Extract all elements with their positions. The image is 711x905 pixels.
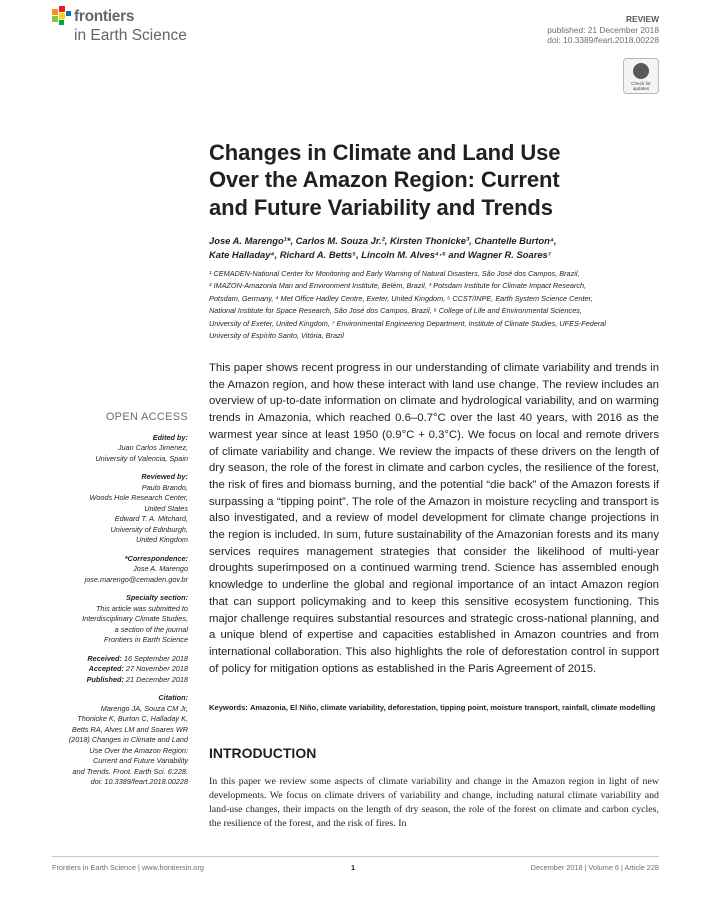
reviewer-line: United States: [144, 503, 188, 513]
keywords: [209, 703, 659, 714]
abstract: This paper shows recent progress in our understanding of climate variability and trends in the Amazon region, and how these interact with land use change. The review includes an overview of up-to-date information on climate and hydrological variability, and on warming trends in Amazonia, which reached 0.6–0.7°C over the last 40 years, with 2016 as the warmest year since at least 1950 (0.9°C + 0.3°C). We focus on local and remote drivers of climate variability and change. We review the impacts of these drivers on the length of dry season, the role of the forest in climate and carbon cycles, the resilience of the forest, the risk of fires and biomass burning, and the potential “die back” of the Amazon forests if surpassing a “tipping point”. The role of the Amazon in moisture recycling and transport is also investigated, and a review of model development for climate change projections in the region is included. In sum, future sustainability of the Amazonian forests and its many services requires management strategies that consider the likelihood of multi-year droughts superimposed on a continued warming trend. Science has assembled enough knowledge to underline the global and regional importance of an intact Amazon region that can support policymaking and to keep this sensitive ecosystem functioning. This major challenge requires substantial resources and strategic cross-national planning, and a unique blend of expertise and capacities established in Amazon countries and from international collaboration. This also highlights the role of deforestation control in support of policy for mitigation options as established in the Paris Agreement of 2015.: [209, 362, 659, 675]
specialty-line: Frontiers in Earth Science: [104, 635, 188, 644]
reviewer-line: Paulo Brando,: [141, 482, 188, 492]
citation-line: (2018) Changes in Climate and Land: [68, 735, 188, 744]
affiliation-line: University of Espírito Santo, Vitória, Brazil: [209, 331, 344, 341]
article-type: REVIEW: [625, 14, 659, 24]
citation-label: Citation:: [158, 693, 188, 702]
footer-journal-link[interactable]: Frontiers in Earth Science | www.frontiersin.org: [52, 863, 204, 872]
specialty-line: a section of the journal: [114, 624, 188, 634]
footer-issue-info: December 2018 | Volume 6 | Article 228: [530, 863, 659, 872]
citation-line: Current and Future Variability: [92, 756, 188, 765]
keywords-label: Keywords:: [209, 703, 248, 712]
accepted-date: [52, 664, 188, 675]
received-value: 16 September 2018: [123, 653, 188, 663]
check-for-updates-button[interactable]: [623, 58, 659, 94]
published-date: published: 21 December 2018: [547, 24, 659, 35]
reviewed-by-label: Reviewed by:: [141, 472, 188, 481]
citation-line: doi: 10.3389/feart.2018.00228: [90, 777, 188, 786]
citation-line: Use Over the Amazon Region:: [89, 745, 188, 755]
frontiers-logo-icon: [52, 6, 72, 26]
check-for-updates-icon: [633, 63, 649, 79]
correspondence-label: *Correspondence:: [124, 553, 188, 563]
affiliation-line: National Institute for Space Research, São José dos Campos, Brazil, ⁶ College of Life and Environmental Sciences,: [209, 306, 582, 316]
published-value: 21 December 2018: [125, 674, 188, 684]
citation-line: Betts RA, Alves LM and Soares WR: [71, 724, 188, 734]
affiliation-line: ¹ CEMADEN-National Center for Monitoring and Early Warning of Natural Disasters, São José dos Campos, Brazil,: [209, 269, 580, 278]
authors-line: Jose A. Marengo¹*, Carlos M. Souza Jr.², Kirsten Thonicke³, Chantelle Burton⁴,: [209, 235, 557, 246]
received-date: [52, 654, 188, 665]
article-doi[interactable]: doi: 10.3389/feart.2018.00228: [547, 35, 659, 45]
journal-subname: in Earth Science: [74, 27, 187, 44]
article-dates: [52, 654, 188, 686]
received-label: Received:: [87, 653, 122, 663]
accepted-value: 27 November 2018: [125, 664, 188, 673]
published-label: Published:: [86, 674, 124, 684]
authors-line: Kate Halladay⁴, Richard A. Betts⁵, Lincoln M. Alves⁴·⁶ and Wagner R. Soares⁷: [209, 249, 552, 260]
affiliations: [209, 268, 664, 342]
article-meta: [547, 14, 659, 46]
title-line: Changes in Climate and Land Use: [209, 140, 561, 165]
check-for-updates-label: Check for updates: [631, 81, 651, 91]
title-line: Over the Amazon Region: Current: [209, 167, 560, 193]
editor-line: Juan Carlos Jimenez,: [117, 443, 188, 452]
reviewer-line: Edward T. A. Mitchard,: [114, 514, 188, 523]
correspondence-name: Jose A. Marengo: [133, 564, 188, 573]
affiliation-line: University of Exeter, United Kingdom, ⁷ Environmental Engineering Department, Institute of Climate Studies, UFES-Federal: [209, 318, 606, 328]
page-number: 1: [351, 863, 356, 872]
reviewer-line: University of Edinburgh,: [110, 524, 188, 534]
keywords-list: Amazonia, El Niño, climate variability, deforestation, tipping point, moisture transport, rainfall, climate modelling: [249, 703, 656, 712]
introduction-paragraph: In this paper we review some aspects of climate variability and change in the Amazon region in light of new developments. We focus on climate drivers of variability and change, including natural climate variability and land-use changes, their impacts on the length of dry season, the role of the forest on climate and carbon cycles, the resilience of the forest, and the risk of fires. In: [209, 776, 659, 830]
affiliation-line: Potsdam, Germany, ⁴ Met Office Hadley Centre, Exeter, United Kingdom, ⁵ CCST/INPE, Earth System Science Center,: [209, 293, 593, 303]
affiliation-line: ² IMAZON-Amazonia Man and Environment Institute, Belém, Brazil, ³ Potsdam Institute for Climate Impact Research,: [209, 281, 587, 291]
specialty-section-label: Specialty section:: [125, 593, 188, 602]
journal-name: frontiers: [74, 8, 135, 25]
correspondence-email[interactable]: jose.marengo@cemaden.gov.br: [84, 574, 188, 584]
open-access-label: OPEN ACCESS: [105, 411, 188, 423]
footer-divider: [52, 856, 659, 857]
editor-line: University of Valencia, Spain: [95, 453, 188, 463]
article-title: [209, 139, 669, 221]
citation-line: and Trends. Front. Earth Sci. 6:228.: [72, 766, 188, 776]
author-list: [209, 234, 659, 262]
published-date-sidebar: [52, 675, 188, 686]
edited-by-label: Edited by:: [152, 432, 188, 442]
journal-logo[interactable]: [52, 6, 212, 46]
title-line: and Future Variability and Trends: [209, 194, 553, 220]
accepted-label: Accepted:: [88, 664, 124, 673]
specialty-line: This article was submitted to: [95, 603, 188, 613]
reviewer-line: Woods Hole Research Center,: [89, 493, 188, 502]
citation-line: Thonicke K, Burton C, Halladay K,: [77, 714, 188, 723]
section-heading-introduction: INTRODUCTION: [209, 745, 317, 761]
article-info-sidebar: [52, 412, 188, 788]
citation-line: Marengo JA, Souza CM Jr,: [100, 703, 188, 713]
reviewer-line: United Kingdom: [136, 535, 188, 544]
specialty-line: Interdisciplinary Climate Studies,: [82, 614, 188, 623]
